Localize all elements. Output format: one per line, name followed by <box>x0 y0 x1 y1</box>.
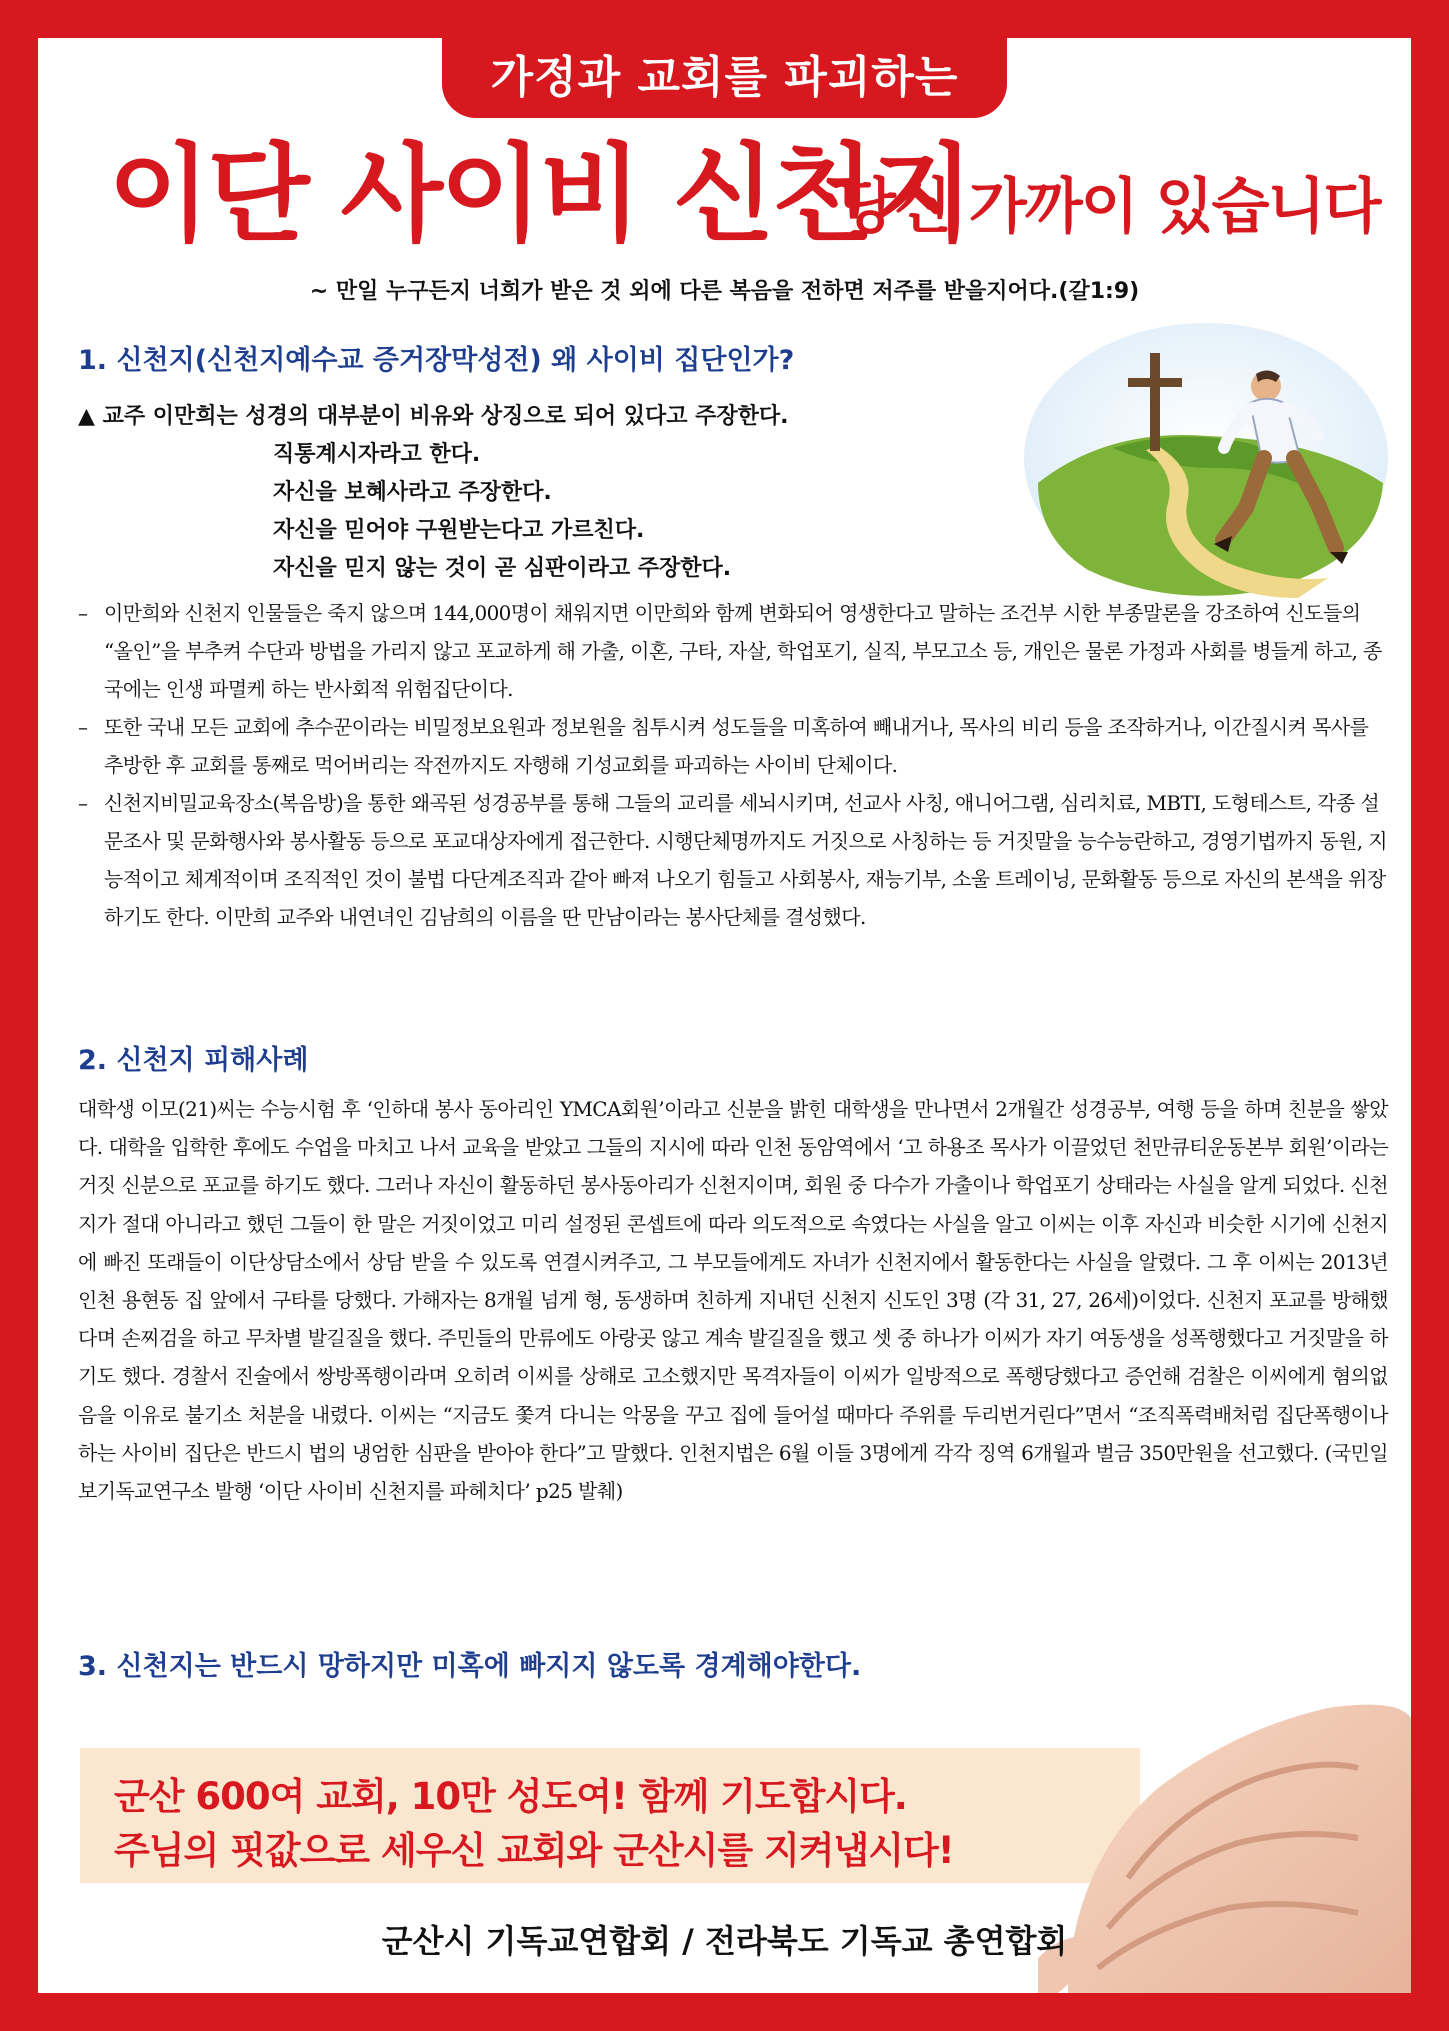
sub-title: 당신 가까이 있습니다 <box>838 172 1380 242</box>
prayer-line-1: 군산 600여 교회, 10만 성도여! 함께 기도합시다. <box>114 1775 907 1818</box>
list-item: – 신천지비밀교육장소(복음방)을 통한 왜곡된 성경공부를 통해 그들의 교리를 세뇌시키며, 선교사 사칭, 애니어그램, 심리치료, MBTI, 도형테스트, 각종 설문조사 및 문화행사와 봉사활동 등으로 포교대상자에게 접근한다. 시행단체명까지도 거짓으로 사칭하는 등 거짓말을 능수능란하고, 경영기법까지 동원, 지능적이고 체계적이며 조직적인 것이 불법 다단계조직과 같아 빠져 나오기 힘들고 사회봉사, 재능기부, 소울 트레이닝, 문화활동 등으로 자신의 본색을 위장하기도 한다. 이만희 교주와 내연녀인 김남희의 이름을 딴 만남이라는 봉사단체를 결성했다. <box>78 791 1387 929</box>
section3-heading: 3. 신천지는 반드시 망하지만 미혹에 빠지지 않도록 경계해야한다. <box>78 1651 862 1682</box>
section2-heading: 2. 신천지 피해사례 <box>78 1045 309 1076</box>
main-title: 이단 사이비 신천지 <box>108 133 971 256</box>
section1-heading: 1. 신천지(신천지예수교 증거장막성전) 왜 사이비 집단인가? <box>78 345 795 376</box>
list-item: – 또한 국내 모든 교회에 추수꾼이라는 비밀정보요원과 정보원을 침투시켜 성도들을 미혹하여 빼내거나, 목사의 비리 등을 조작하거나, 이간질시켜 목사를 추방한 후 교회를 통째로 먹어버리는 작전까지도 자행해 기성교회를 파괴하는 사이비 단체이다. <box>78 715 1369 777</box>
leader-claims <box>78 398 1018 588</box>
claim-item: 자신을 믿지 않는 것이 곧 심판이라고 주장한다. <box>273 556 732 581</box>
section1-details <box>78 594 1388 936</box>
top-banner: 가정과 교회를 파괴하는 <box>442 38 1007 118</box>
flyer <box>38 38 1411 1993</box>
damage-case-body: 대학생 이모(21)씨는 수능시험 후 ‘인하대 봉사 동아리인 YMCA회원’이라고 신분을 밝힌 대학생을 만나면서 2개월간 성경공부, 여행 등을 하며 친분을 쌓았다. 대학을 입학한 후에도 수업을 마치고 나서 교육을 받았고 그들의 지시에 따라 인천 동암역에서 ‘고 하용조 목사가 이끌었던 천만큐티운동본부 회원’이라는 거짓 신분으로 포교를 하기도 했다. 그러나 자신이 활동하던 봉사동아리가 신천지이며, 회원 중 다수가 가출이나 학업포기 상태라는 사실을 알게 되었다. 신천지가 절대 아니라고 했던 그들이 한 말은 거짓이었고 미리 설정된 콘셉트에 따라 의도적으로 속였다는 사실을 알고 이씨는 이후 자신과 비슷한 시기에 신천지에 빠진 또래들이 이단상담소에서 상담 받을 수 있도록 연결시켜주고, 그 부모들에게도 자녀가 신천지에서 활동한다는 사실을 알렸다. 그 후 이씨는 2013년 인천 용현동 집 앞에서 구타를 당했다. 가해자는 8개월 넘게 형, 동생하며 친하게 지내던 신천지 신도인 3명 (각 31, 27, 26세)이었다. 신천지 포교를 방해했다며 손찌검을 하고 무차별 발길질을 했다. 주민들의 만류에도 아랑곳 않고 계속 발길질을 했고 셋 중 하나가 이씨가 자기 여동생을 성폭행했다고 거짓말을 하기도 했다. 경찰서 진술에서 쌍방폭행이라며 오히려 이씨를 상해로 고소했지만 목격자들이 이씨가 일방적으로 폭행당했다고 증언해 검찰은 이씨에게 혐의없음을 이유로 불기소 처분을 내렸다. 이씨는 “지금도 쫓겨 다니는 악몽을 꾸고 집에 들어설 때마다 주위를 두리번거린다”면서 “조직폭력배처럼 집단폭행이나 하는 사이비 집단은 반드시 법의 냉엄한 심판을 받아야 한다”고 말했다. 인천지법은 6월 이들 3명에게 각각 징역 6개월과 벌금 350만원을 선고했다. (국민일보기독교연구소 발행 ‘이단 사이비 신천지를 파헤치다’ p25 발췌) <box>78 1097 1388 1504</box>
claim-item: 자신을 믿어야 구원받는다고 가르친다. <box>273 518 645 543</box>
organizer-footer: 군산시 기독교연합회 / 전라북도 기독교 총연합회 <box>381 1922 1068 1960</box>
bible-verse: ~ 만일 누구든지 너희가 받은 것 외에 다른 복음을 전하면 저주를 받을지어다.(갈1:9) <box>309 279 1140 304</box>
cross-hill-illustration <box>1018 308 1398 608</box>
claims-lead: ▲ 교주 이만희는 성경의 대부분이 비유와 상징으로 되어 있다고 주장한다. <box>78 404 789 429</box>
list-item: – 이만희와 신천지 인물들은 죽지 않으며 144,000명이 채워지면 이만희와 함께 변화되어 영생한다고 말하는 조건부 시한 부종말론을 강조하여 신도들의 “올인”을 부추켜 수단과 방법을 가리지 않고 포교하게 해 가출, 이혼, 구타, 자살, 학업포기, 실직, 부모고소 등, 개인은 물론 가정과 사회를 병들게 하고, 종국에는 인생 파멸케 하는 반사회적 위험집단이다. <box>78 601 1382 701</box>
claim-item: 자신을 보혜사라고 주장한다. <box>273 480 552 505</box>
prayer-line-2: 주님의 핏값으로 세우신 교회와 군산시를 지켜냅시다! <box>114 1829 954 1872</box>
claim-item: 직통계시자라고 한다. <box>273 442 481 467</box>
